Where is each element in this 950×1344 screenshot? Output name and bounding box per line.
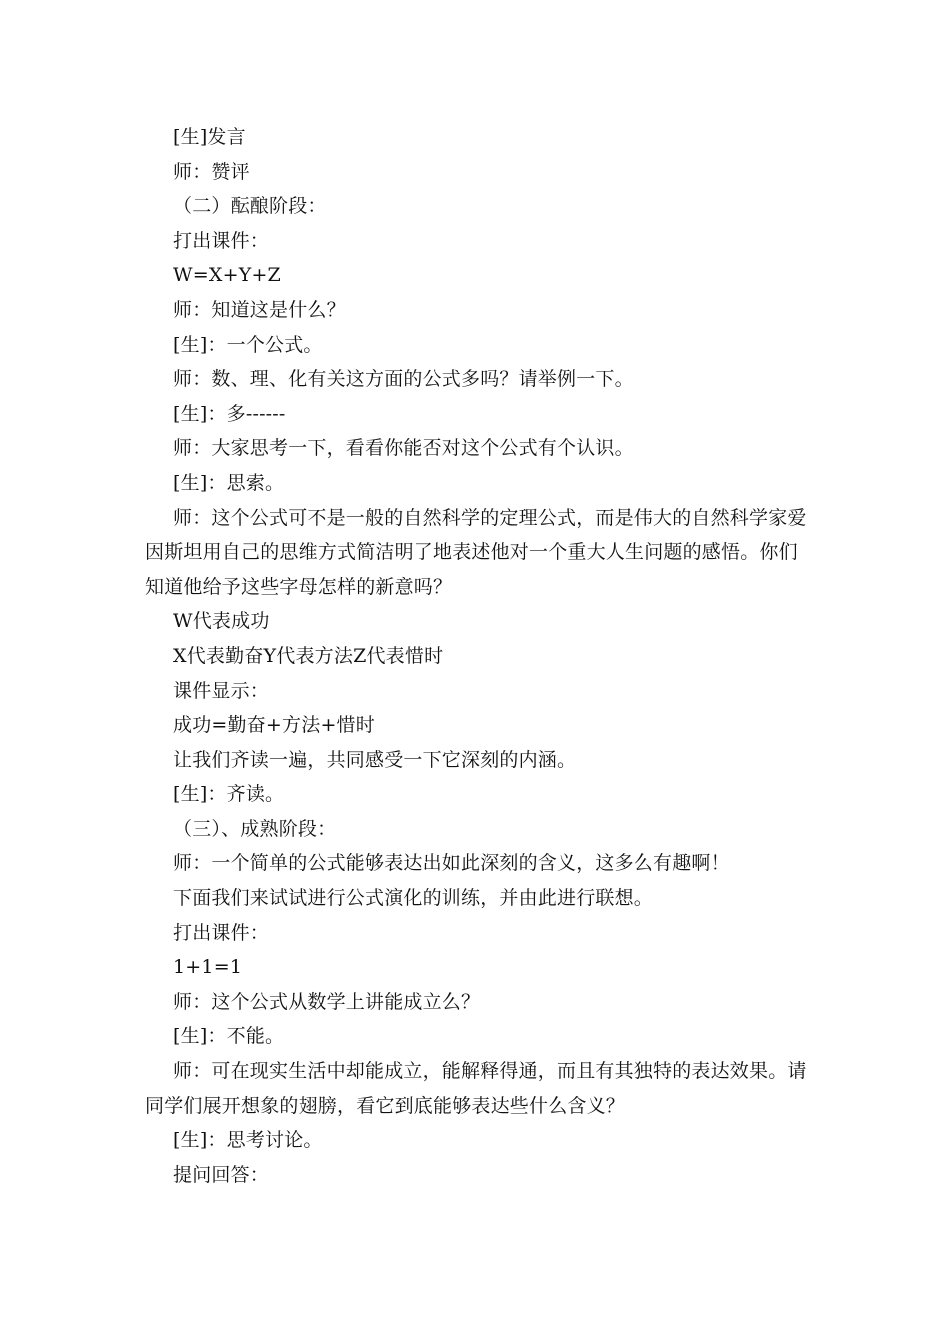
paragraph: 师：这个公式可不是一般的自然科学的定理公式，而是伟大的自然科学家爱因斯坦用自己的思维方式简洁明了地表述他对一个重大人生问题的感悟。你们知道他给予这些字母怎样的新意吗？ [145, 506, 807, 598]
text-line: 提问回答： [173, 1163, 270, 1186]
text-line: [生]：思考讨论。 [173, 1129, 323, 1152]
text-line: 师：这个公式从数学上讲能成立么？ [173, 990, 481, 1013]
text-line: 打出课件： [173, 229, 270, 252]
text-line: [生]：思索。 [173, 471, 285, 494]
formula-line: 成功=勤奋+方法+惜时 [173, 714, 375, 737]
paragraph: 师：可在现实生活中却能成立，能解释得通，而且有其独特的表达效果。请同学们展开想象的翅膀，看它到底能够表达些什么含义？ [145, 1060, 807, 1117]
text-line: [生]：齐读。 [173, 783, 285, 806]
text-line: 打出课件： [173, 921, 270, 944]
text-line: 让我们齐读一遍，共同感受一下它深刻的内涵。 [173, 748, 577, 771]
text-line: 师：一个简单的公式能够表达出如此深刻的含义，这多么有趣啊！ [173, 852, 730, 875]
text-line: 下面我们来试试进行公式演化的训练，并由此进行联想。 [173, 887, 654, 910]
text-line: 师：赞评 [173, 160, 250, 183]
text-line: [生]发言 [173, 126, 246, 148]
text-line: 师：大家思考一下，看看你能否对这个公式有个认识。 [173, 437, 634, 460]
text-line: 师：数、理、化有关这方面的公式多吗？请举例一下。 [173, 368, 634, 391]
section-heading: （二）酝酿阶段： [173, 195, 327, 218]
text-line: [生]：多------ [173, 402, 286, 425]
document-body [145, 120, 810, 1192]
text-line: W代表成功 [173, 610, 270, 633]
formula-line: 1+1=1 [173, 956, 243, 979]
text-line: X代表勤奋Y代表方法Z代表惜时 [173, 644, 444, 667]
text-line: [生]：不能。 [173, 1025, 285, 1048]
text-line: 课件显示： [173, 679, 270, 702]
section-heading: （三）、成熟阶段： [173, 817, 337, 840]
formula-line: W=X+Y+Z [173, 264, 281, 287]
text-line: 师：知道这是什么？ [173, 298, 346, 321]
text-line: [生]：一个公式。 [173, 333, 323, 356]
